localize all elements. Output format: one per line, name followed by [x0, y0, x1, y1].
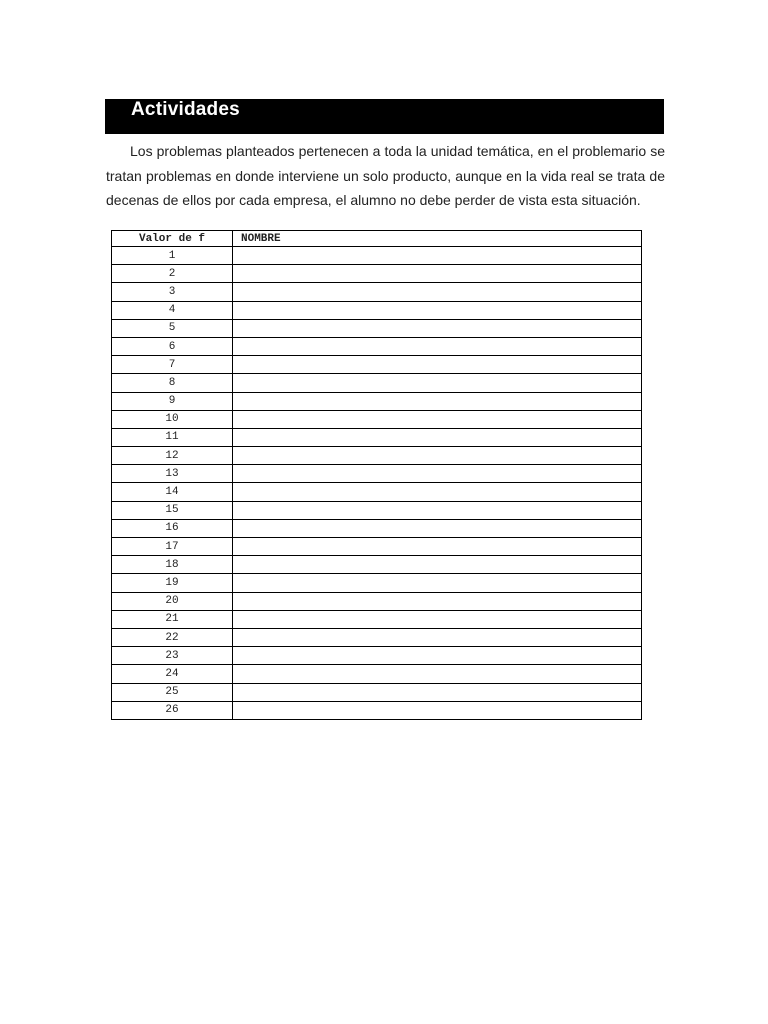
column-header-nombre: NOMBRE: [233, 231, 642, 247]
intro-paragraph: Los problemas planteados pertenecen a toda la unidad temática, en el problemario se tratan problemas en donde interviene un solo producto, aunque en la vida real se trata de decenas de ellos por cada empresa, el alumno no debe perder de vista esta situación.: [106, 143, 665, 208]
table-row: [112, 392, 642, 410]
row-name-cell: [233, 410, 642, 428]
row-number-cell: 5: [112, 319, 233, 337]
row-number-cell: 15: [112, 501, 233, 519]
row-number-cell: 20: [112, 592, 233, 610]
row-number-cell: 24: [112, 665, 233, 683]
table-row: [112, 592, 642, 610]
row-number-cell: 10: [112, 410, 233, 428]
row-name-cell: [233, 628, 642, 646]
row-name-cell: [233, 356, 642, 374]
table-row: [112, 501, 642, 519]
row-name-cell: [233, 574, 642, 592]
row-name-cell: [233, 337, 642, 355]
table-row: [112, 628, 642, 646]
table-body: [112, 247, 642, 720]
row-name-cell: [233, 556, 642, 574]
row-name-cell: [233, 374, 642, 392]
section-title: Actividades: [131, 99, 240, 120]
table-row: [112, 410, 642, 428]
table-row: [112, 319, 642, 337]
table-row: [112, 465, 642, 483]
row-number-cell: 4: [112, 301, 233, 319]
row-number-cell: 22: [112, 628, 233, 646]
table-header-row: [112, 231, 642, 247]
table-row: [112, 374, 642, 392]
row-name-cell: [233, 483, 642, 501]
row-name-cell: [233, 392, 642, 410]
row-name-cell: [233, 592, 642, 610]
row-number-cell: 2: [112, 265, 233, 283]
table-row: [112, 665, 642, 683]
table-row: [112, 265, 642, 283]
row-name-cell: [233, 319, 642, 337]
row-name-cell: [233, 465, 642, 483]
table-row: [112, 356, 642, 374]
row-name-cell: [233, 519, 642, 537]
row-number-cell: 12: [112, 447, 233, 465]
table-row: [112, 483, 642, 501]
row-number-cell: 3: [112, 283, 233, 301]
table-row: [112, 337, 642, 355]
table-row: [112, 683, 642, 701]
table-row: [112, 447, 642, 465]
values-table: [111, 230, 642, 720]
table-row: [112, 519, 642, 537]
row-number-cell: 1: [112, 247, 233, 265]
row-name-cell: [233, 247, 642, 265]
row-name-cell: [233, 610, 642, 628]
table-row: [112, 247, 642, 265]
row-number-cell: 8: [112, 374, 233, 392]
table-row: [112, 538, 642, 556]
table-row: [112, 301, 642, 319]
row-number-cell: 13: [112, 465, 233, 483]
row-name-cell: [233, 538, 642, 556]
row-number-cell: 19: [112, 574, 233, 592]
row-number-cell: 11: [112, 428, 233, 446]
row-number-cell: 17: [112, 538, 233, 556]
row-number-cell: 21: [112, 610, 233, 628]
table-row: [112, 701, 642, 719]
row-name-cell: [233, 301, 642, 319]
table-row: [112, 647, 642, 665]
row-name-cell: [233, 447, 642, 465]
row-number-cell: 26: [112, 701, 233, 719]
column-header-valor: Valor de f: [112, 231, 233, 247]
table-row: [112, 428, 642, 446]
table-row: [112, 610, 642, 628]
row-name-cell: [233, 683, 642, 701]
row-number-cell: 6: [112, 337, 233, 355]
row-name-cell: [233, 701, 642, 719]
table-row: [112, 574, 642, 592]
row-name-cell: [233, 265, 642, 283]
row-number-cell: 25: [112, 683, 233, 701]
row-name-cell: [233, 428, 642, 446]
row-name-cell: [233, 501, 642, 519]
row-number-cell: 23: [112, 647, 233, 665]
row-name-cell: [233, 647, 642, 665]
row-number-cell: 16: [112, 519, 233, 537]
row-number-cell: 14: [112, 483, 233, 501]
row-name-cell: [233, 283, 642, 301]
row-number-cell: 18: [112, 556, 233, 574]
row-name-cell: [233, 665, 642, 683]
row-number-cell: 7: [112, 356, 233, 374]
table-row: [112, 283, 642, 301]
table-row: [112, 556, 642, 574]
row-number-cell: 9: [112, 392, 233, 410]
section-header-bar: [105, 99, 664, 134]
